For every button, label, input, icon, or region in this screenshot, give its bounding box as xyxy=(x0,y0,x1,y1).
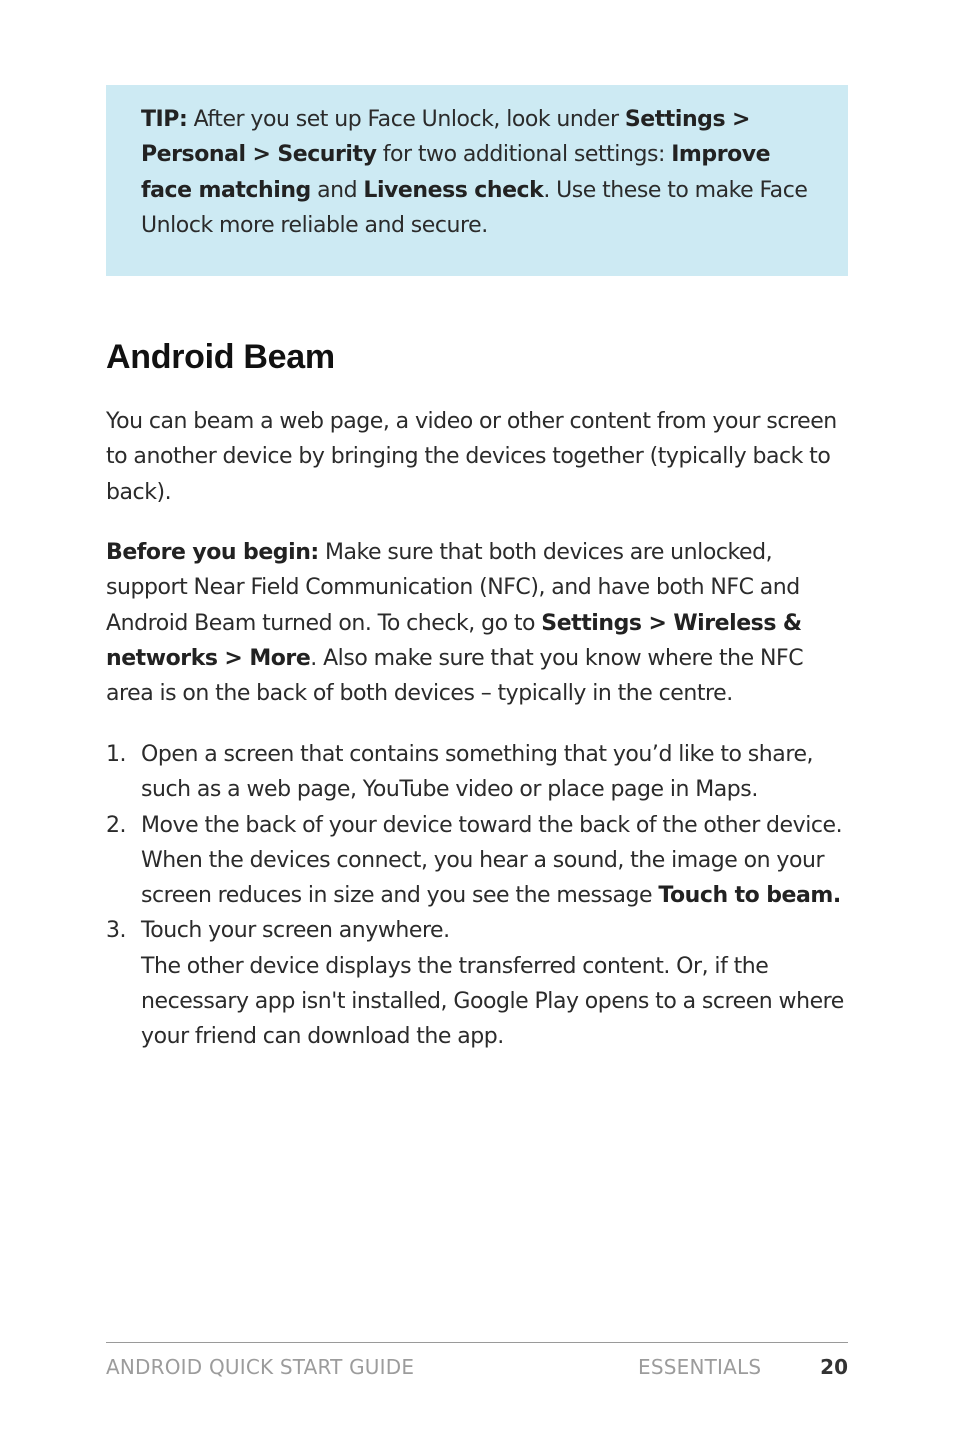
tip-settings-path: Settings > Personal > Security xyxy=(141,107,750,168)
tip-box xyxy=(106,85,848,276)
tip-setting-improve-face-matching: Improve face matching xyxy=(141,142,771,203)
before-text-1: Make sure that both devices are unlocked, support Near Field Communication (NFC), and have both NFC and Android Beam turned on. To check, go to xyxy=(106,540,800,636)
tip-text-3: and xyxy=(310,177,364,203)
step-bold-message: Touch to beam. xyxy=(658,883,841,909)
footer-divider xyxy=(106,1342,848,1343)
step-item xyxy=(106,737,854,808)
tip-text-4: . Use these to make Face Unlock more reliable and secure. xyxy=(141,177,808,238)
step-text: Touch your screen anywhere. xyxy=(141,918,450,944)
footer-section-name: ESSENTIALS xyxy=(638,1355,762,1379)
tip-text xyxy=(141,102,812,243)
tip-setting-liveness-check: Liveness check xyxy=(363,177,544,203)
before-you-begin-label: Before you begin: xyxy=(106,540,319,565)
before-settings-path: Settings > Wireless & networks > More xyxy=(106,610,802,671)
tip-text-1: After you set up Face Unlock, look under xyxy=(187,107,625,132)
page-number: 20 xyxy=(820,1355,848,1379)
tip-label: TIP: xyxy=(141,107,188,132)
footer-guide-title: ANDROID QUICK START GUIDE xyxy=(106,1355,415,1379)
section-title: Android Beam xyxy=(106,338,335,376)
steps-list xyxy=(106,737,854,1055)
intro-paragraph: You can beam a web page, a video or other content from your screen to another device by bringing the devices together (typically back to back). xyxy=(106,409,837,505)
step-item xyxy=(106,913,854,1054)
step-number: 3. xyxy=(106,918,127,944)
before-text-2: . Also make sure that you know where the NFC area is on the back of both devices – typically in the centre. xyxy=(106,645,804,707)
step-number: 2. xyxy=(106,812,127,838)
tip-text-2: for two additional settings: xyxy=(376,142,672,168)
step-detail: The other device displays the transferred content. Or, if the necessary app isn't installed, Google Play opens to a screen where your friend can download the app. xyxy=(141,953,844,1050)
step-item xyxy=(106,808,854,914)
step-number: 1. xyxy=(106,742,127,767)
step-text: Open a screen that contains something that you’d like to share, such as a web page, YouTube video or place page in Maps. xyxy=(141,742,814,803)
step-text: Move the back of your device toward the back of the other device. When the devices connect, you hear a sound, the image on your screen reduces in size and you see the message xyxy=(141,812,843,909)
before-you-begin-paragraph xyxy=(106,535,854,711)
